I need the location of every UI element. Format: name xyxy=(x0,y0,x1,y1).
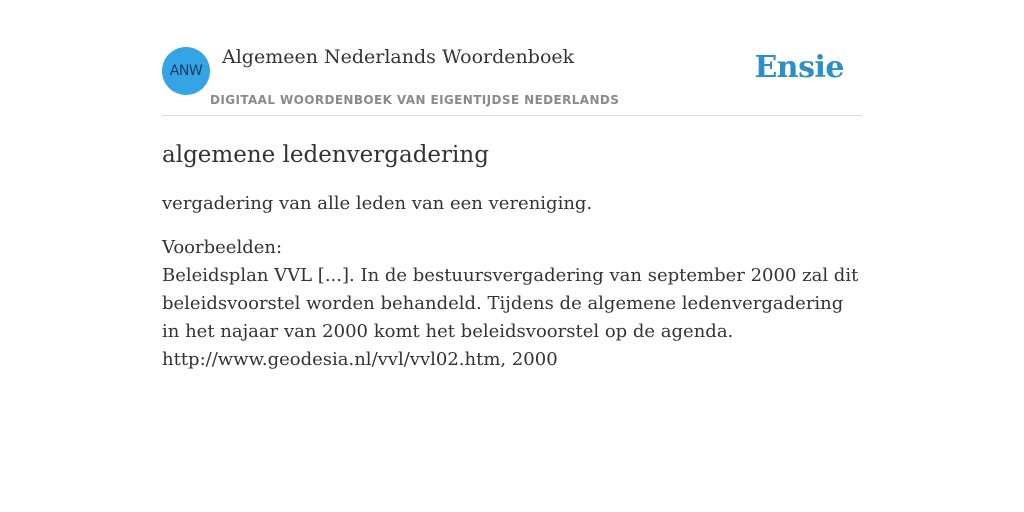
definition: vergadering van alle leden van een vereniging. xyxy=(162,193,593,214)
examples-section xyxy=(162,234,862,374)
dictionary-subtitle: DIGITAAL WOORDENBOEK VAN EIGENTIJDSE NEDERLANDS xyxy=(210,93,620,107)
header xyxy=(162,0,862,116)
anw-logo-text: ANW xyxy=(169,63,203,79)
ensie-logo-link[interactable]: Ensie xyxy=(754,50,844,85)
example-source: http://www.geodesia.nl/vvl/vvl02.htm, 2000 xyxy=(162,349,558,370)
examples-label: Voorbeelden: xyxy=(162,237,283,258)
anw-logo[interactable] xyxy=(162,47,210,95)
dictionary-name[interactable]: Algemeen Nederlands Woordenboek xyxy=(222,46,575,68)
headword: algemene ledenvergadering xyxy=(162,142,489,168)
example-text: Beleidsplan VVL [...]. In de bestuursvergadering van september 2000 zal dit beleidsvoorstel worden behandeld. Tijdens de algemene ledenvergadering in het najaar van 2000 komt het beleidsvoorstel op de agenda. xyxy=(162,265,859,342)
main-content xyxy=(162,0,862,374)
